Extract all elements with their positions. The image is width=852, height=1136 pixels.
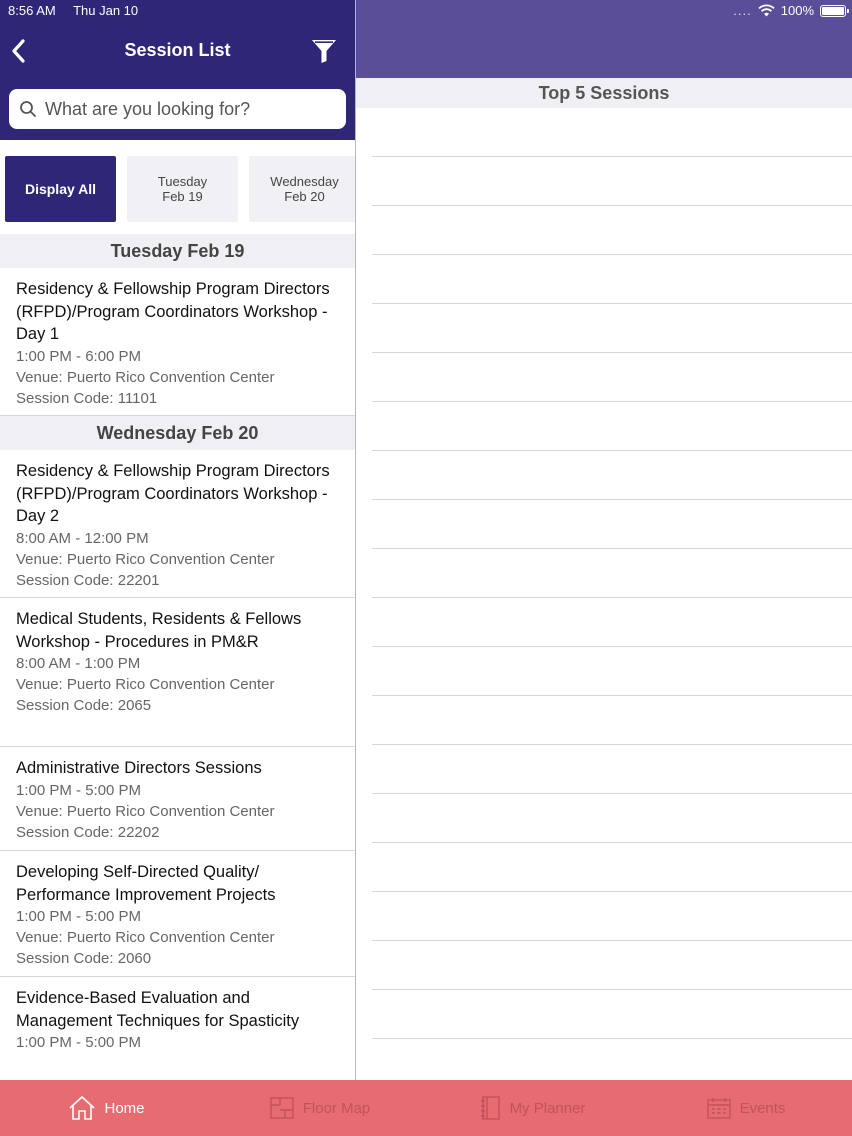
tab-home[interactable] — [0, 1080, 213, 1136]
session-list — [0, 234, 355, 1080]
map-icon — [269, 1096, 295, 1120]
status-left — [8, 3, 152, 18]
session-row[interactable] — [0, 977, 355, 1080]
session-time: 1:00 PM - 6:00 PM — [16, 347, 142, 365]
list-item[interactable] — [372, 206, 852, 255]
search-input[interactable] — [45, 99, 325, 120]
tab-my-planner-label: My Planner — [509, 1099, 586, 1117]
section-header: Wednesday Feb 20 — [0, 416, 355, 450]
session-code: Session Code: 11101 — [16, 389, 158, 407]
session-venue: Venue: Puerto Rico Convention Center — [16, 676, 275, 693]
list-item[interactable] — [372, 304, 852, 353]
list-item[interactable] — [372, 745, 852, 794]
tab-my-planner[interactable] — [426, 1080, 639, 1136]
session-time: 1:00 PM - 5:00 PM — [16, 908, 142, 925]
list-item[interactable] — [372, 451, 852, 500]
session-time: 1:00 PM - 5:00 PM — [16, 781, 142, 799]
signal-dots: .... — [733, 3, 752, 18]
session-code: Session Code: 22201 — [16, 571, 160, 589]
session-venue: Venue: Puerto Rico Convention Center — [16, 550, 275, 568]
tab-tuesday-feb-19[interactable] — [127, 156, 238, 222]
search-box[interactable] — [9, 89, 346, 129]
funnel-icon[interactable] — [311, 38, 337, 64]
session-code: Session Code: 22202 — [16, 823, 160, 841]
calendar-icon — [706, 1096, 732, 1120]
session-code: Session Code: 2060 — [16, 950, 152, 967]
session-time: 8:00 AM - 12:00 PM — [16, 529, 149, 547]
tab-label-day: Tuesday — [157, 174, 208, 189]
status-right — [733, 3, 846, 18]
session-row[interactable] — [0, 268, 355, 416]
session-row[interactable] — [0, 598, 355, 747]
list-item[interactable] — [372, 598, 852, 647]
list-item[interactable] — [372, 353, 852, 402]
session-code: Session Code: 2065 — [16, 697, 152, 714]
top5-list — [356, 108, 852, 1039]
home-icon — [68, 1095, 96, 1121]
battery-icon — [820, 5, 846, 17]
search-icon — [19, 100, 37, 118]
tab-label-date: Feb 19 — [162, 189, 203, 204]
bottom-tab-bar — [0, 1080, 852, 1136]
status-bar — [0, 0, 852, 22]
tab-label: Display All — [24, 180, 97, 197]
list-item[interactable] — [372, 794, 852, 843]
battery-percent: 100% — [780, 3, 814, 18]
list-item[interactable] — [372, 941, 852, 990]
tab-events-label: Events — [739, 1099, 786, 1117]
session-venue: Venue: Puerto Rico Convention Center — [16, 929, 275, 946]
tab-events[interactable] — [639, 1080, 852, 1136]
session-venue: Venue: Puerto Rico Convention Center — [16, 802, 275, 820]
session-venue: Venue: Puerto Rico Convention Center — [16, 368, 275, 386]
session-title: Medical Students, Residents & Fellows Workshop - Procedures in PM&R — [16, 610, 302, 651]
top5-header: Top 5 Sessions — [356, 78, 852, 108]
session-title: Residency & Fellowship Program Directors (RFPD)/Program Coordinators Workshop - Day 2 — [16, 462, 330, 525]
session-row[interactable] — [0, 851, 355, 977]
list-item[interactable] — [372, 108, 852, 157]
list-item[interactable] — [372, 892, 852, 941]
day-filter-tabs — [5, 156, 355, 222]
tab-wednesday-feb-20[interactable] — [249, 156, 355, 222]
session-title: Administrative Directors Sessions — [16, 759, 262, 777]
list-item[interactable] — [372, 500, 852, 549]
session-time: 1:00 PM - 5:00 PM — [16, 1034, 142, 1051]
tab-floor-map-label: Floor Map — [302, 1099, 371, 1117]
list-item[interactable] — [372, 157, 852, 206]
session-title: Evidence-Based Evaluation and Management Techniques for Spasticity — [16, 989, 300, 1030]
tab-label-date: Feb 20 — [284, 189, 325, 204]
list-item[interactable] — [372, 255, 852, 304]
list-item[interactable] — [372, 696, 852, 745]
list-item[interactable] — [372, 549, 852, 598]
top-sessions-pane — [356, 0, 852, 1080]
status-date: Thu Jan 10 — [73, 3, 139, 18]
session-row[interactable] — [0, 450, 355, 598]
tab-floor-map[interactable] — [213, 1080, 426, 1136]
list-item[interactable] — [372, 843, 852, 892]
section-header: Tuesday Feb 19 — [0, 234, 355, 268]
session-title: Residency & Fellowship Program Directors (RFPD)/Program Coordinators Workshop - Day 1 — [16, 280, 330, 343]
list-item[interactable] — [372, 402, 852, 451]
session-time: 8:00 AM - 1:00 PM — [16, 655, 141, 672]
session-list-pane — [0, 0, 355, 1080]
tab-label-day: Wednesday — [270, 174, 339, 189]
planner-icon — [480, 1095, 502, 1121]
list-item[interactable] — [372, 990, 852, 1039]
session-title: Developing Self-Directed Quality/ Performance Improvement Projects — [16, 863, 276, 904]
session-row[interactable] — [0, 747, 355, 851]
wifi-icon — [758, 4, 775, 17]
tab-display-all[interactable] — [5, 156, 116, 222]
tab-home-label: Home — [104, 1099, 145, 1117]
status-time: 8:56 AM — [8, 3, 56, 18]
page-title: Session List — [124, 40, 231, 60]
list-item[interactable] — [372, 647, 852, 696]
